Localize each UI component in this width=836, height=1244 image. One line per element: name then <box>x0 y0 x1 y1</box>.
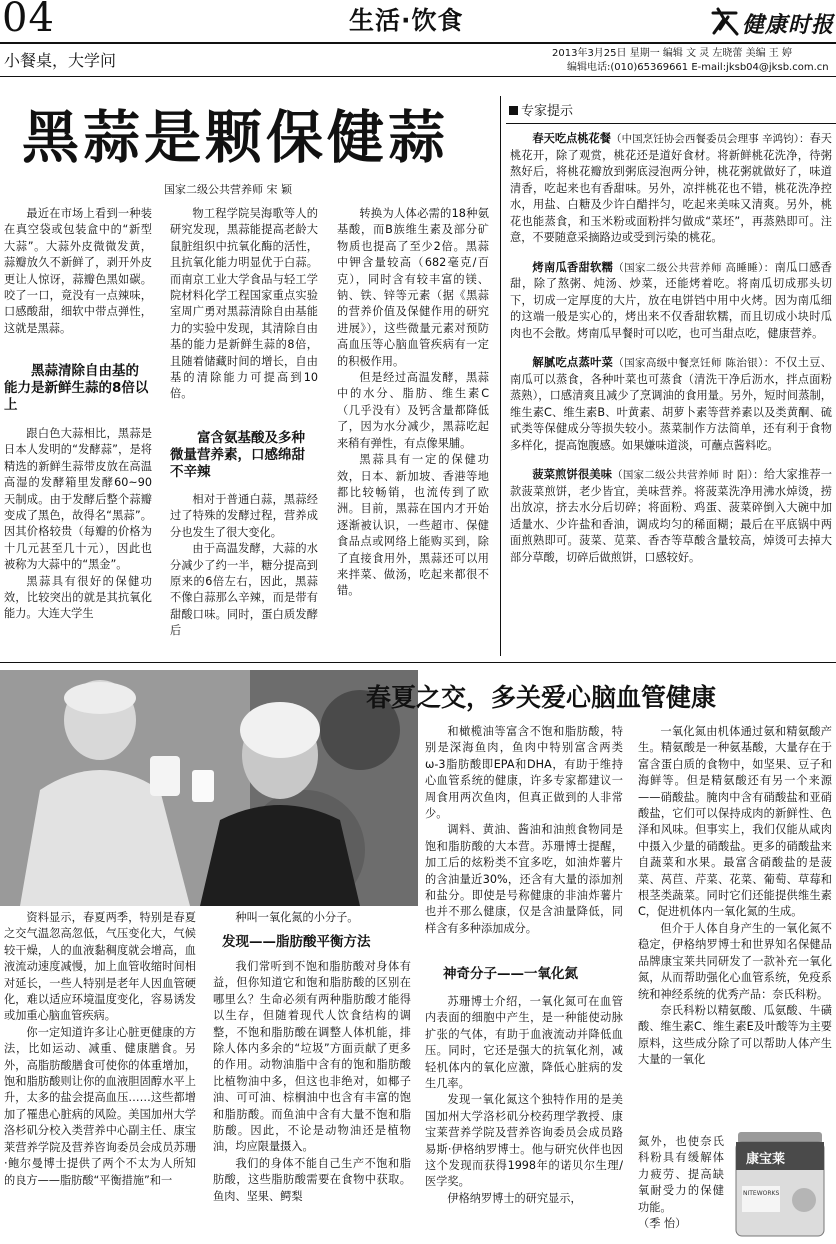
section-title: 生活·饮食 <box>349 6 464 35</box>
article2-paragraph: 你一定知道许多让心脏更健康的方法，比如运动、减重、健康膳食。另外，高脂肪酸膳食可使你的体重增加，饱和脂肪酸则让你的血液胆固醇水平上升，太多的盐会提高血压……这些都增加了罹患心脏病的风险。美国加州大学洛杉矶分校入类营养中心副主任、康宝莱营养学院及营养咨询委员会成员苏珊·鲍尔曼博士提供了两个不太为人所知的良方——脂肪酸“平衡措施”和一 <box>4 1025 196 1187</box>
article2-col4 <box>638 724 832 1069</box>
product-canister-image <box>728 1128 832 1240</box>
photo-illustration <box>0 670 418 906</box>
tip-body: 不仅土豆、南瓜可以蒸食，各种叶菜也可蒸食（清洗干净后沥水，拌点面粉蒸熟），口感清爽且减少了烹调油的食用量。另外，短时间蒸制，维生素C、维生素B、叶黄素、胡萝卜素等营养素以及类黄酮、硫甙类等保健成分等损失较小。蒸菜制作方法简单，还有利于食物多样化，提高饱腹感。如果嫌味道淡，可蘸点酱料吃。 <box>510 356 832 452</box>
article1-headline: 黑蒜是颗保健蒜 <box>22 105 449 171</box>
tips-heading <box>509 104 573 120</box>
product-brand-label: 康宝莱 <box>746 1152 786 1167</box>
article2-paragraph: 调料、黄油、酱油和油煎食物同是饱和脂肪酸的大本营。苏珊博士提醒，加工后的炫粉类不宜多吃，如油炸薯片的含油量近30%，还含有大量的添加剂和盐分。即使是号称健康的非油炸薯片也并不那么健康，仅是含油量降低，同样含有多种添加成分。 <box>425 823 623 935</box>
tip-item <box>510 467 832 566</box>
article2-col2b <box>213 959 411 1205</box>
tip-author: （国家二级公共营养师 时 阳）： <box>612 469 764 481</box>
article1-col2 <box>170 206 318 403</box>
elderly-couple-photo <box>0 670 418 906</box>
tips-heading-rule <box>506 123 836 124</box>
article2-paragraph: 和橄榄油等富含不饱和脂肪酸，特别是深海鱼肉，鱼肉中特别富含两类ω-3脂肪酸即EPA和DHA，有助于维持心血管系统的健康，许多专家都建议一周食用两次鱼肉，但真正做到的人非常少。 <box>425 725 623 821</box>
article1-col2b <box>170 492 318 640</box>
article1-subhead-1: 黑蒜清除自由基的能力是新鲜生蒜的8倍以上 <box>4 363 149 413</box>
article2-paragraph: 苏珊博士介绍，一氧化氮可在血管内表面的细胞中产生，是一种能使动脉扩张的气体，有助于血液流动并降低血压。同时，它还是强大的抗氧化剂，减轻机体内的氧化应激，降低心脏病的发生几率。 <box>425 995 623 1091</box>
tip-author: （国家高级中餐烹饪师 陈治银）： <box>613 357 775 369</box>
article2-paragraph: 氮外，也使奈氏科粉具有缓解体力疲劳、提高缺氧耐受力的保健功能。 <box>638 1135 724 1214</box>
article2-paragraph: 种叫一氧化氮的小分子。 <box>235 911 359 924</box>
article2-paragraph: 奈氏科粉以精氨酸、瓜氨酸、牛磺酸、维生素C、维生素E及叶酸等为主要原料，这些成分除了可以帮助人体产生大量的一氧化 <box>638 1003 832 1067</box>
article2-subhead-1: 发现——脂肪酸平衡方法 <box>222 934 371 950</box>
logo-text: 健康时报 <box>742 13 835 38</box>
header-rule <box>0 42 836 44</box>
article1-col1b <box>4 426 152 623</box>
tip-title: 菠菜煎饼很美味 <box>532 468 613 481</box>
article1-paragraph: 黑蒜具有很好的保健功效，比较突出的就是其抗氧化能力。大连大学生 <box>4 574 152 621</box>
article1-paragraph: 相对于普通白蒜，黑蒜经过了特殊的发酵过程，营养成分也发生了很大变化。 <box>170 493 318 539</box>
square-bullet-icon <box>509 106 518 115</box>
article1-paragraph: 由于高温发酵，大蒜的水分减少了约一半，糖分提高到原来的6倍左右，因此，黑蒜不像白蒜那么辛辣，而是带有甜酸口味。同时，蛋白质发酵后 <box>170 542 318 638</box>
article1-col3 <box>337 206 489 600</box>
article2-paragraph: 发现一氧化氮这个独特作用的是美国加州大学洛杉矶分校药理学教授、康宝莱营养学院及营养咨询委员会成员路易斯·伊格纳罗博士。他与研究伙伴也因这个发现而获得1998年的诺贝尔生理/医学奖。 <box>425 1093 623 1189</box>
article1-byline: 国家二级公共营养师 宋 颖 <box>164 183 292 196</box>
article2-paragraph: 伊格纳罗博士的研究显示， <box>447 1191 582 1205</box>
article2-col4-end <box>638 1134 724 1232</box>
contact-line: 编辑电话:(010)65369661 E-mail:jksb04@jksb.com.cn <box>567 62 829 73</box>
tip-item <box>510 260 832 343</box>
tip-body: 南瓜口感香甜，除了熬粥、炖汤、炒菜，还能烤着吃。将南瓜切成那头切下，切成一定厚度的大片，放在电饼铛中用中火烤。因为南瓜细的这端一般是实心的，烤出来不仅香甜软糯，而且切成小块时瓜肉也不会散。烤南瓜早餐时可以吃，也可当甜点吃，健康营养。 <box>510 260 832 340</box>
header-rule-2 <box>0 76 836 77</box>
tips-divider <box>500 96 501 656</box>
article1-paragraph: 物工程学院吴海歌等人的研究发现，黑蒜能提高老龄大鼠脏组织中抗氧化酶的活性，且抗氧化能力明显优于白蒜。而南京工业大学食品与轻工学院材料化学工程国家重点实验室周广勇对黑蒜清除自由基能力的实验中发现，其清除自由基的能力是新鲜生蒜的8倍，且随着储藏时间的增长，自由基的清除能力可提高到10倍。 <box>170 207 318 401</box>
section-divider <box>0 662 836 663</box>
article1-paragraph: 跟白色大蒜相比，黑蒜是日本人发明的“发酵蒜”，是将精选的新鲜生蒜带皮放在高温高湿的发酵箱里发酵60~90天制成。由于发酵后整个蒜瓣变成了黑色，故得名“黑蒜”。因其价格较贵（每瓣的价格为十几元甚至几十元），因此也被称为大蒜中的“黑金”。 <box>4 427 152 572</box>
tip-title: 春天吃点桃花餐 <box>532 132 612 145</box>
tip-body: 给大家推荐一款菠菜煎饼，老少皆宜，美味营养。将菠菜洗净用沸水焯烫，捞出放凉，挤去水分后切碎；将面粉、鸡蛋、菠菜碎倒入大碗中加适量水、少许盐和香油，调成均匀的稀面糊；最后在平底锅中两面煎熟即可。菠菜、苋菜、香杏等草酸含量较高，焯烫可去掉大部分草酸，切碎后做煎饼，口感较好。 <box>510 468 832 564</box>
article2-col3 <box>425 724 623 937</box>
logo-mark-icon <box>710 7 740 37</box>
article2-col3b <box>425 994 623 1207</box>
tip-item <box>510 131 832 247</box>
article2-paragraph: 但介于人体自身产生的一氧化氮不稳定，伊格纳罗博士和世界知名保健品品牌康宝莱共同研发了一款补充一氧化氮，从而帮助强化心血管系统，免疫系统和神经系统的优秀产品：奈氏科粉。 <box>638 921 832 1001</box>
article1-subhead-2: 富含氨基酸及多种微量营养素，口感绵甜不辛辣 <box>170 430 305 480</box>
newspaper-logo <box>710 6 834 38</box>
tips-list <box>510 131 832 579</box>
article2-paragraph: 我们的身体不能自己生产不饱和脂肪酸，这些脂肪酸需要在食物中获取。鱼肉、坚果、鳄梨 <box>213 1156 411 1203</box>
article1-paragraph: 转换为人体必需的18种氨基酸，而B族维生素及部分矿物质也提高了至少2倍。黑蒜中钾含量较高（682毫克/百克），同时含有较丰富的镁、钠、铁、锌等元素（据《黑蒜的营养价值及保健作用的研究进展》），这些微量元素对预防高血压等心脑血管疾病有一定的积极作用。 <box>337 207 489 368</box>
date-editor-line: 2013年3月25日 星期一 编辑 文 灵 左晓蕾 美编 王 婷 <box>552 48 792 59</box>
article2-paragraph: 我们常听到不饱和脂肪酸对身体有益，但你知道它和饱和脂肪酸的区别在哪里么？生命必须有两种脂肪酸才能得以生存，但随着现代人饮食结构的调整，不饱和脂肪酸在调整人体机能，排除人体内多余的“垃圾”方面贡献了更多的作用。动物油脂中含有的饱和脂肪酸比植物油中多，但这也非绝对，如椰子油、可可油、棕榈油中也含有丰富的饱和脂肪酸。而鱼油中含有大量不饱和脂肪酸。因此，不论是动物油还是植物油，均应限量摄入。 <box>213 960 411 1154</box>
product-name-label: NITEWORKS <box>743 1190 780 1197</box>
article2-paragraph: 一氧化氮由机体通过氨和精氨酸产生。精氨酸是一种氨基酸，大量存在于富含蛋白质的食物中，如坚果、豆子和海鲜等。但是精氨酸还有另一个来源——硝酸盐。腌肉中含有硝酸盐和亚硝酸盐，它们可以保持成肉的新鲜性、色泽和风味。但事实上，我们仅能从咸肉中摄入少量的硝酸盐。更多的硝酸盐来自蔬菜和水果。最富含硝酸盐的是菠菜、莴苣、芹菜、花菜、葡萄、草莓和根茎类蔬菜。同时它们还能提供维生素C，促进机体内一氧化氮的生成。 <box>638 725 832 919</box>
article2-col2 <box>213 910 411 926</box>
page-number: 04 <box>2 0 55 41</box>
article2-paragraph: 资料显示，春夏两季，特别是春夏之交气温忽高忽低，气压变化大，气候较干燥，人的血液黏稠度就会增高，血液流动速度减慢，加上血管收缩时间相对延长，一些人特别是老年人因血管硬化，难以适应环境温度变化，容易诱发或加重心脑血管疾病。 <box>4 911 196 1023</box>
tip-title: 烤南瓜香甜软糯 <box>532 260 614 274</box>
tip-title: 解腻吃点蒸叶菜 <box>532 356 614 369</box>
article2-col1 <box>4 910 196 1189</box>
product-canister-drawing <box>728 1128 832 1240</box>
tip-author: （国家二级公共营养师 高睡睡）： <box>613 261 775 274</box>
tip-author: （中国烹饪协会西餐委员会理事 辛鸿钧）： <box>611 133 810 145</box>
article1-paragraph: 黑蒜具有一定的保健功效，日本、新加坡、香港等地都比较畅销，也流传到了欧洲。目前，黑蒜在国内才开始逐渐被认识，一些超市、保健食品点或网络上能购买到，除了直接食用外，黑蒜还可以用来拌菜、做汤，吃起来都很不错。 <box>337 453 489 598</box>
column-name: 小餐桌，大学问 <box>4 51 117 70</box>
article2-subhead-2: 神奇分子——一氧化氮 <box>443 966 578 982</box>
tip-item <box>510 355 832 454</box>
article2-signature: （季 怡） <box>638 1217 687 1231</box>
article1-paragraph: 但是经过高温发酵，黑蒜中的水分、脂肪、维生素C（几乎没有）及钙含量都降低了，因为水分减少，黑蒜吃起来稍有弹性，有点像果脯。 <box>337 371 489 450</box>
tips-heading-text: 专家提示 <box>521 104 574 119</box>
article2-headline: 春夏之交，多关爱心脑血管健康 <box>366 683 717 712</box>
article1-paragraph: 最近在市场上看到一种装在真空袋或包装盒中的“新型大蒜”。大蒜外皮微微发黄，蒜瓣放久不新鲜了，剥开外皮更让人惊讶，蒜瓣色黑如碳。咬了一口，竟没有一点辣味，口感酸甜，细软中带点弹性，这就是黑蒜。 <box>4 207 152 335</box>
article1-col1 <box>4 206 152 337</box>
tip-body: 春天桃花开，除了观赏，桃花还是道好食材。将新鲜桃花洗净，待粥熬好后，将桃花瓣放到粥底浸泡两分钟，桃花粥就做好了，味道清香，吃起来也有香甜味。另外，凉拌桃花也不错，桃花洗净控水，用盐、白糖及少许白醋拌匀，吃起来美味又清爽。另外，桃花也能蒸食，和玉米粉或面粉拌匀做成“菜坯”，再蒸熟即可。注意，不要随意采摘路边或受到污染的桃花。 <box>510 132 832 244</box>
